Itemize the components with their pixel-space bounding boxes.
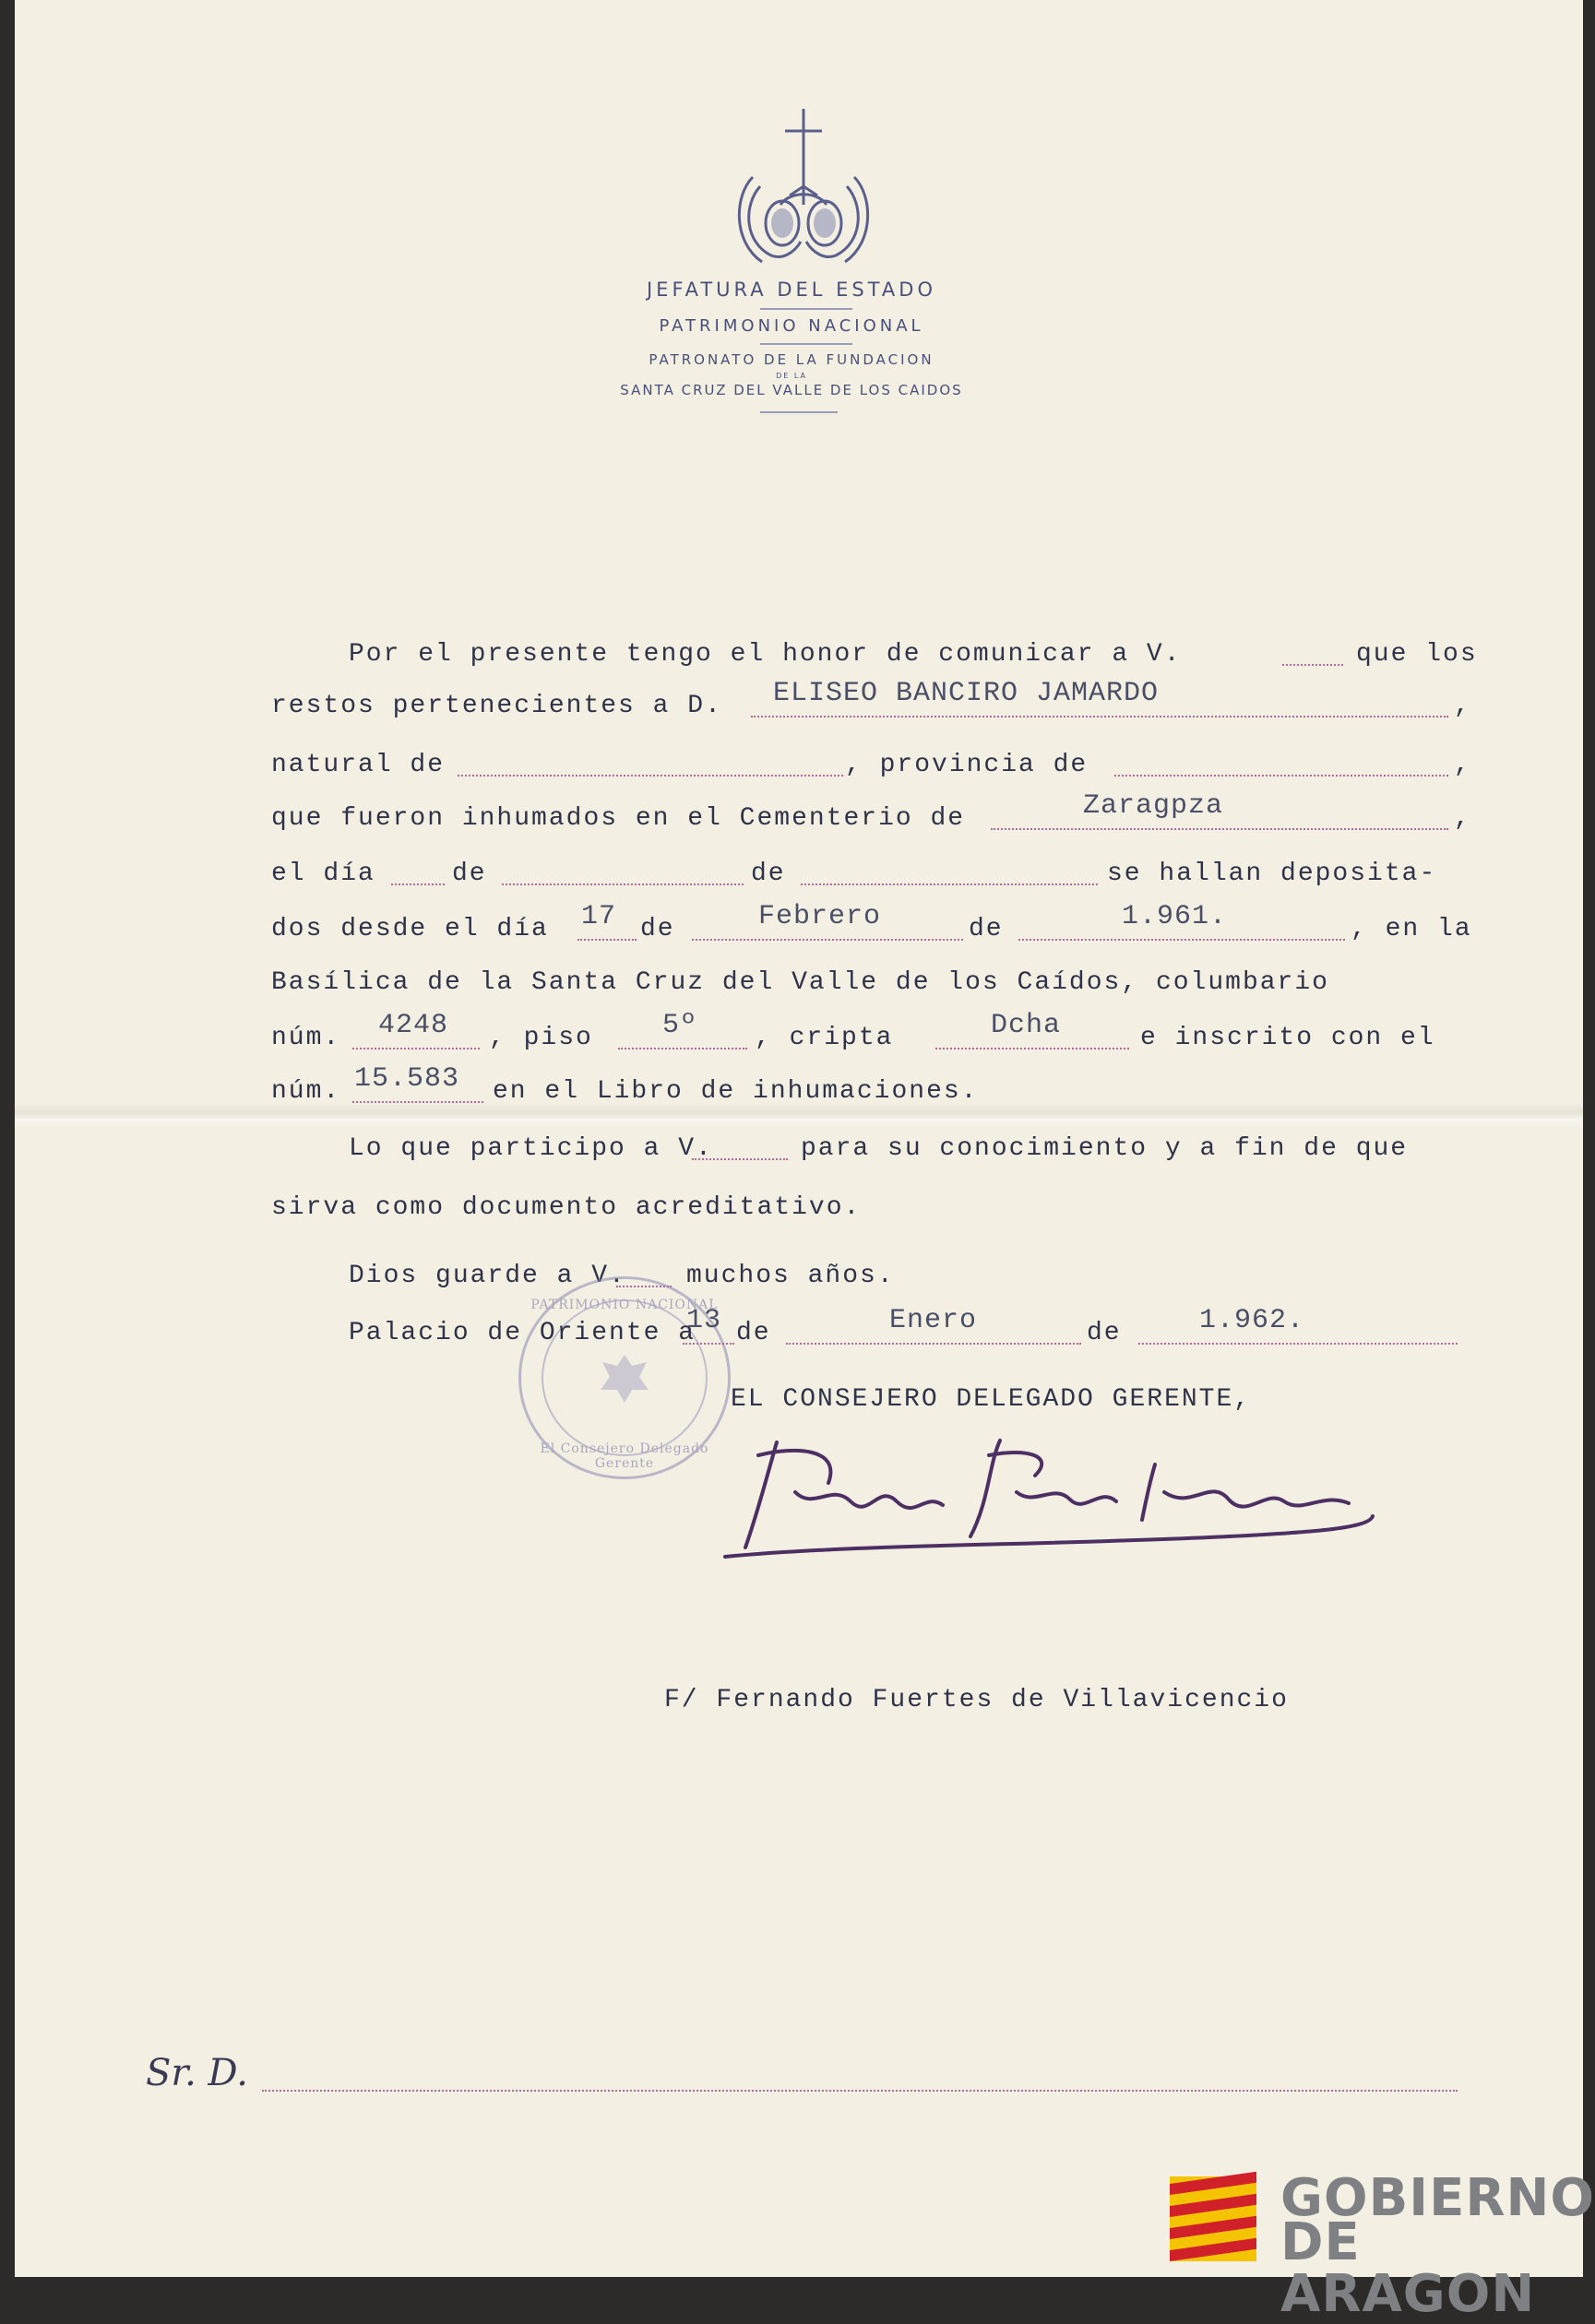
body-line-3 <box>271 747 1470 784</box>
letterhead-rule <box>760 308 852 310</box>
cementerio-value: Zaragpza <box>1083 790 1224 822</box>
text-segment: dos desde el día <box>271 915 549 943</box>
logo-text-gobierno: GOBIERNO <box>1280 2168 1595 2228</box>
text-segment: restos pertenecientes a D. <box>271 692 722 720</box>
issue-year-field <box>1138 1305 1458 1345</box>
text-segment: de <box>1087 1319 1122 1347</box>
deposit-month-value: Febrero <box>758 901 882 932</box>
body-line-5 <box>271 856 1470 893</box>
piso-field <box>618 1010 747 1049</box>
body-line-9 <box>271 1063 1470 1110</box>
body-line-10 <box>349 1131 1483 1168</box>
text-segment: sirva como documento acreditativo. <box>271 1193 862 1222</box>
addressee-field <box>262 2062 1458 2092</box>
cementerio-field <box>991 790 1448 830</box>
columbario-field <box>352 1010 480 1049</box>
text-segment: Lo que participo a V. <box>349 1134 713 1163</box>
text-segment: Basílica de la Santa Cruz del Valle de los Caídos, columbario <box>271 968 1329 997</box>
piso-value: 5º <box>662 1010 698 1041</box>
text-segment: se hallan deposita- <box>1107 860 1437 888</box>
issue-month-field <box>786 1305 1081 1345</box>
text-segment: que fueron inhumados en el Cementerio de <box>271 804 966 833</box>
text-segment: en el Libro de inhumaciones. <box>493 1077 979 1106</box>
text-segment: que los <box>1356 640 1478 669</box>
aragon-flag-logo-icon <box>1170 2176 1256 2261</box>
text-segment: para su conocimiento y a fin de que <box>801 1134 1409 1163</box>
issue-year-value: 1.962. <box>1199 1305 1305 1336</box>
issue-day-field <box>683 1305 734 1345</box>
body-line-11 <box>271 1190 1470 1227</box>
year-field <box>801 856 1098 885</box>
deposit-month-field <box>692 901 963 941</box>
text-segment: de <box>969 915 1004 943</box>
seal-eagle-icon <box>595 1349 654 1408</box>
deposit-day-field <box>577 901 637 941</box>
text-segment: , cripta <box>755 1024 894 1052</box>
deposit-year-field <box>1018 901 1345 941</box>
libro-number-field <box>352 1063 483 1103</box>
text-segment: , en la <box>1351 915 1472 943</box>
signatory-title: EL CONSEJERO DELEGADO GERENTE, <box>731 1385 1252 1414</box>
blank-field <box>692 1131 788 1160</box>
body-line-6 <box>271 901 1472 948</box>
text-segment: , <box>1454 751 1471 779</box>
letterhead-rule <box>760 411 838 413</box>
cripta-field <box>935 1010 1129 1049</box>
text-segment: , <box>1454 804 1471 833</box>
body-line-12 <box>349 1258 1483 1295</box>
text-segment: de <box>640 915 675 943</box>
deposit-year-value: 1.961. <box>1122 901 1228 932</box>
handwritten-signature <box>712 1428 1395 1575</box>
text-segment: , provincia de <box>845 751 1089 779</box>
text-segment: muchos años. <box>686 1262 895 1290</box>
letterhead-patrimonio: PATRIMONIO NACIONAL <box>659 316 924 336</box>
signed-name-line <box>664 1682 1421 1719</box>
deceased-name: ELISEO BANCIRO JAMARDO <box>773 678 1160 709</box>
natural-de-field <box>458 747 843 777</box>
issue-month-value: Enero <box>889 1305 978 1336</box>
letterhead-rule <box>760 343 852 345</box>
libro-number-value: 15.583 <box>354 1063 460 1095</box>
signed-name: F/ Fernando Fuertes de Villavicencio <box>664 1686 1289 1714</box>
text-segment: , piso <box>489 1024 593 1052</box>
text-segment: Palacio de Oriente a <box>349 1319 696 1347</box>
text-segment: núm. <box>271 1077 341 1106</box>
blank-field <box>1282 636 1343 666</box>
body-line-14 <box>731 1381 1469 1418</box>
columbario-value: 4248 <box>378 1010 449 1041</box>
body-line-1 <box>349 636 1483 673</box>
cripta-value: Dcha <box>991 1010 1062 1041</box>
seal-top-text: PATRIMONIO NACIONAL <box>530 1298 719 1312</box>
addressee-label: Sr. D. <box>146 2052 248 2094</box>
text-segment: el día <box>271 860 375 888</box>
body-line-8 <box>271 1010 1470 1057</box>
text-segment: e inscrito con el <box>1140 1024 1435 1052</box>
body-line-2 <box>271 678 1471 725</box>
text-segment: Por el presente tengo el honor de comunicar a V. <box>349 640 1182 669</box>
seal-bottom-text: El Consejero Delegado Gerente <box>540 1441 709 1471</box>
month-field <box>502 856 744 885</box>
text-segment: de <box>452 860 487 888</box>
letterhead-patronato: PATRONATO DE LA FUNDACION <box>649 351 934 368</box>
body-line-7 <box>271 965 1470 1002</box>
text-segment: Dios guarde a V. <box>349 1262 626 1290</box>
day-field <box>391 856 445 885</box>
deposit-day-value: 17 <box>581 901 617 932</box>
body-line-4 <box>271 790 1471 837</box>
text-segment: de <box>736 1319 771 1347</box>
text-segment: natural de <box>271 751 446 779</box>
coat-of-arms-emblem <box>725 103 882 266</box>
logo-text-aragon: DE ARAGON <box>1280 2212 1536 2324</box>
provincia-field <box>1114 747 1448 777</box>
letterhead-de-la: DE LA <box>776 372 807 380</box>
letterhead-valle: SANTA CRUZ DEL VALLE DE LOS CAIDOS <box>620 382 963 398</box>
name-field <box>751 678 1448 717</box>
issue-day-value: 13 <box>686 1305 722 1336</box>
text-segment: , <box>1454 692 1471 720</box>
letterhead-jefatura: JEFATURA DEL ESTADO <box>646 279 936 301</box>
document-page <box>15 0 1595 2324</box>
text-segment: núm. <box>271 1024 341 1052</box>
text-segment: de <box>751 860 786 888</box>
